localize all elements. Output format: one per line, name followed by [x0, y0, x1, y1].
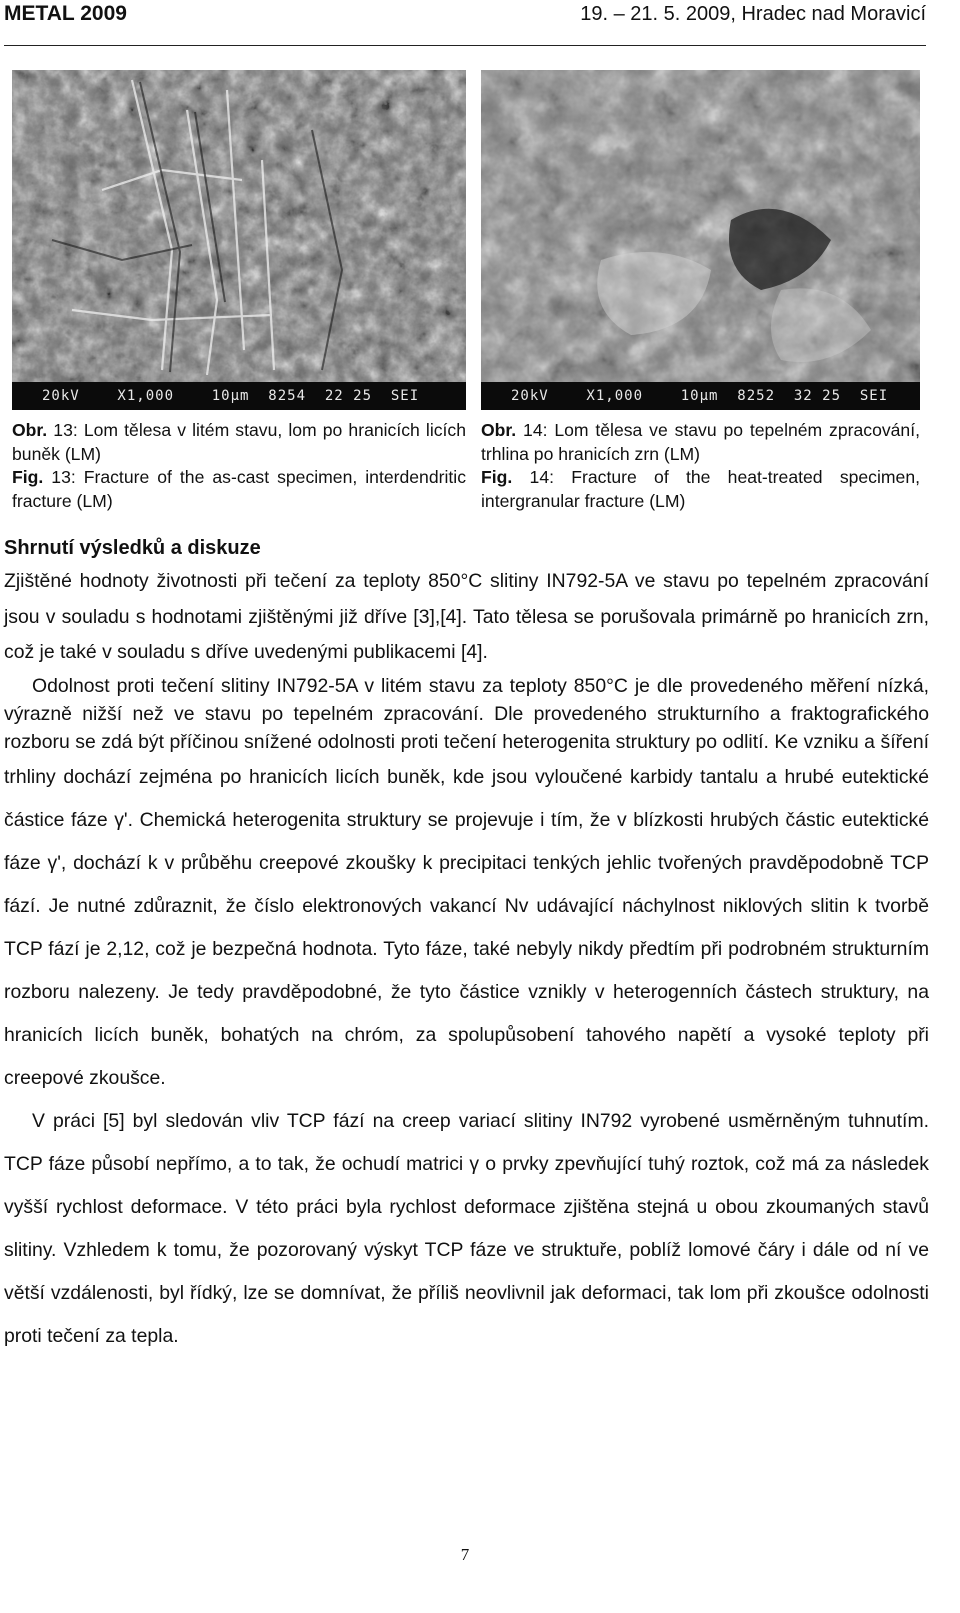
paragraph: Odolnost proti tečení slitiny IN792-5A v litém stavu za teploty 850°C je dle provedeného měření nízká, výrazně nižší než ve stavu po tepelném zpracování. Dle provedeného strukturního a fraktografického rozboru se zdá být příčinou snížené odolnosti proti tečení heterogenita struktury po odlití. Ke vzniku a šíření trhliny dochází zejména po hranicích licích buněk, kde jsou vyloučené karbidy tantalu a hrubé eutektické částice fáze γ'. Chemická heterogenita struktury se projevuje i tím, že v blízkosti hrubých částic eutektické fáze γ', dochází k v průběhu creepové zkoušky k precipitaci tenkých jehlic tvořených pravděpodobně TCP fází. Je nutné zdůraznit, že číslo elektronových vakancí Nv udávající náchylnost niklových slitin k tvorbě TCP fází je 2,12, což je bezpečná hodnota. Tyto fáze, také nebyly nikdy předtím při podrobném strukturním rozboru nalezeny. Je tedy pravděpodobné, že tyto částice vznikly v heterogenních částech struktury, na hranicích licích buněk, bohatých na chróm, za spolupůsobení tahového napětí a vysoké teploty při creepové zkoušce. — [4, 674, 929, 1090]
page-number: 7 — [460, 1545, 470, 1564]
figure-14-caption: Obr. 14: Lom tělesa ve stavu po tepelném zpracování, trhlina po hranicích zrn (LM) Fig. 14: Fracture of the heat-treated specimen, intergranular fracture (LM) — [481, 420, 920, 511]
conference-title: METAL 2009 — [4, 2, 127, 25]
sem-info-bar: 20kV X1,000 10µm 8252 32 25 SEI — [481, 382, 920, 410]
figure-13-micrograph — [12, 70, 466, 410]
section-heading: Shrnutí výsledků a diskuze — [4, 537, 261, 559]
header-rule — [4, 45, 926, 46]
figure-13-caption: Obr. 13: Lom tělesa v litém stavu, lom po hranicích licích buněk (LM) Fig. 13: Fracture of the as-cast specimen, interdendritic fracture (LM) — [12, 420, 466, 511]
body-text — [4, 564, 929, 1358]
conference-date-place: 19. – 21. 5. 2009, Hradec nad Moravicí — [580, 3, 926, 25]
paragraph: V práci [5] byl sledován vliv TCP fází na creep variací slitiny IN792 vyrobené usměrněným tuhnutím. TCP fáze působí nepřímo, a to tak, že ochudí matrici γ o prvky zpevňující tuhý roztok, což má za následek vyšší rychlost deformace. V této práci byla rychlost deformace zjištěna stejná u obou zkoumaných stavů slitiny. Vzhledem k tomu, že pozorovaný výskyt TCP fáze ve struktuře, poblíž lomové čáry i dále od ní ve větší vzdálenosti, byl řídký, lze se domnívat, že příliš neovlivnil jak deformaci, tak lom při zkoušce odolnosti proti tečení za tepla. — [4, 1110, 929, 1348]
figure-14-micrograph — [481, 70, 920, 410]
sem-info-bar: 20kV X1,000 10µm 8254 22 25 SEI — [12, 382, 466, 410]
page-header — [4, 2, 926, 28]
paragraph: Zjištěné hodnoty životnosti při tečení za teploty 850°C slitiny IN792-5A ve stavu po tepelném zpracování jsou v souladu s hodnotami zjištěnými již dříve [3],[4]. Tato tělesa se porušovala primárně po hranicích zrn, což je také v souladu s dříve uvedenými publikacemi [4]. — [4, 570, 929, 663]
